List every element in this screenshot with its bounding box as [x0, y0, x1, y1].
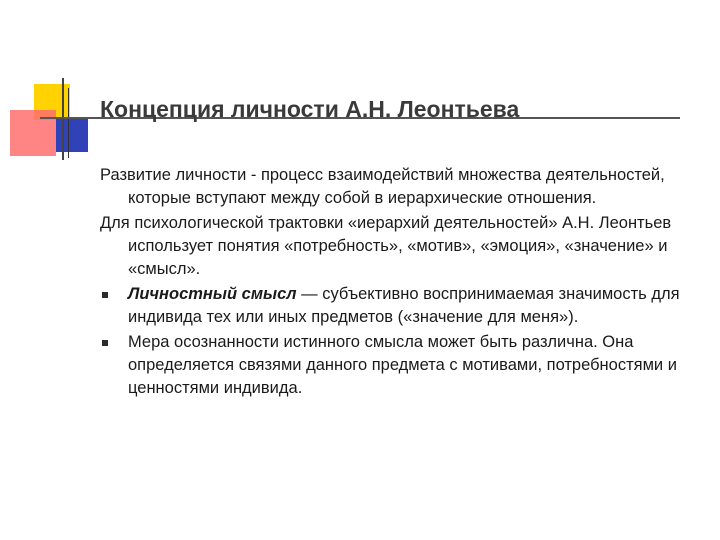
square-bullet-icon — [102, 340, 108, 346]
square-bullet-icon — [102, 292, 108, 298]
paragraph-interpretation: Для психологической трактовки «иерархий деятельностей» А.Н. Леонтьев использует понятия «потребность», «мотив», «эмоция», «значение» и «смысл». — [100, 214, 672, 278]
bullet-text: — субъективно воспринимаемая значимость для индивида тех или иных предметов («значение для меня»). — [128, 285, 680, 326]
bullet-personal-meaning — [100, 283, 700, 329]
slide-body — [100, 164, 700, 402]
bullet-term: Личностный смысл — [128, 285, 297, 303]
slide-title: Концепция личности А.Н. Леонтьева — [100, 96, 520, 122]
bullet-awareness — [100, 331, 700, 400]
decor-vertical-line — [62, 78, 64, 160]
bullet-text: Мера осознанности истинного смысла может быть различна. Она определяется связями данного предмета с мотивами, потребностями и ценностями индивида. — [128, 333, 677, 397]
decor-vertical-line-thin — [68, 88, 69, 158]
decor-blue-square — [56, 118, 88, 152]
paragraph-development: Развитие личности - процесс взаимодействий множества деятельностей, которые вступают между собой в иерархические отношения. — [100, 166, 665, 207]
